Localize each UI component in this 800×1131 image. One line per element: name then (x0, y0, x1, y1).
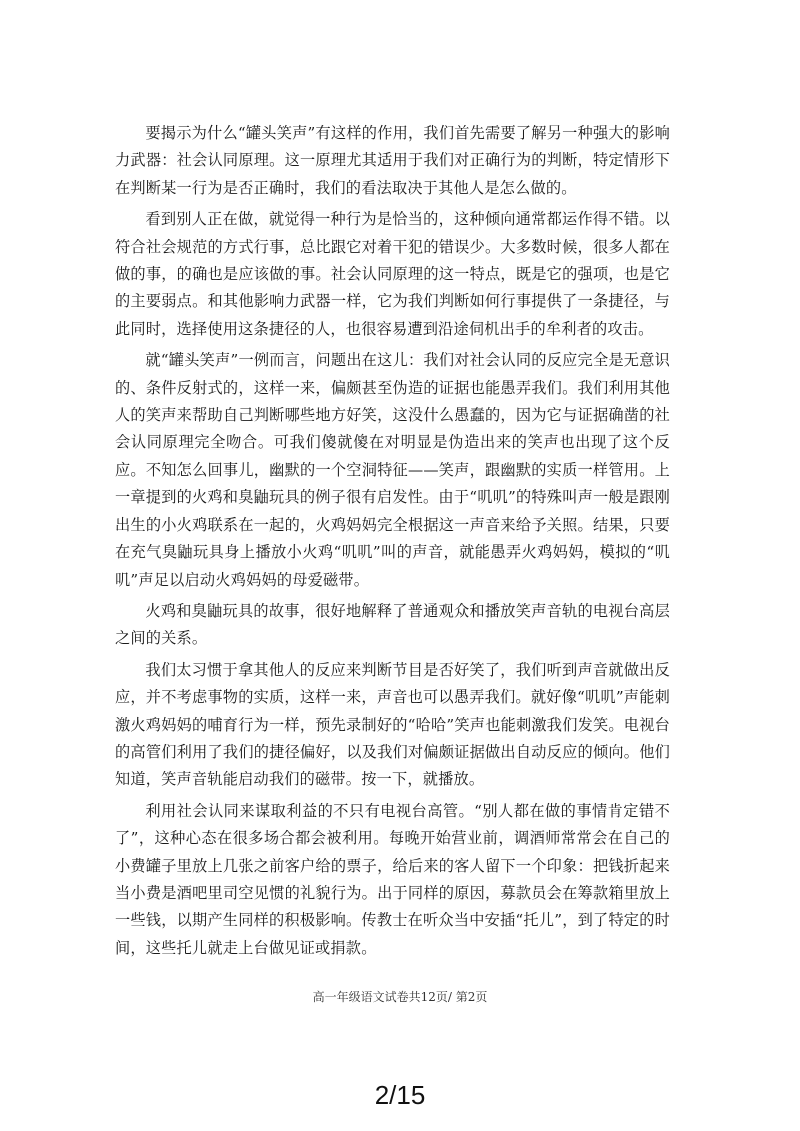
paragraph: 利用社会认同来谋取利益的不只有电视台高管。“别人都在做的事情肯定错不了”，这种心态在很多场合都会被利用。每晚开始营业前，调酒师常常会在自己的小费罐子里放上几张之前客户给的票子，给后来的客人留下一个印象：把钱折起来当小费是酒吧里司空见惯的礼貌行为。出于同样的原因，募款员会在筹款箱里放上一些钱，以期产生同样的积极影响。传教士在听众当中安插“托儿”，到了特定的时间，这些托儿就走上台做见证或捐款。 (115, 801, 670, 957)
article-body (115, 120, 670, 966)
paragraph: 看到别人正在做，就觉得一种行为是恰当的，这种倾向通常都运作得不错。以符合社会规范的方式行事，总比跟它对着干犯的错误少。大多数时候，很多人都在做的事，的确也是应该做的事。社会认同原理的这一特点，既是它的强项，也是它的主要弱点。和其他影响力武器一样，它为我们判断如何行事提供了一条捷径，与此同时，选择使用这条捷径的人，也很容易遭到沿途伺机出手的牟利者的攻击。 (115, 210, 670, 338)
paragraph: 要揭示为什么“罐头笑声”有这样的作用，我们首先需要了解另一种强大的影响力武器：社会认同原理。这一原理尤其适用于我们对正确行为的判断，特定情形下在判断某一行为是否正确时，我们的看法取决于其他人是怎么做的。 (115, 124, 670, 197)
paragraph: 火鸡和臭鼬玩具的故事，很好地解释了普通观众和播放笑声音轨的电视台高层之间的关系。 (115, 601, 670, 648)
page-footer: 高一年级语文试卷共12页/ 第2页 (312, 990, 488, 1004)
paragraph: 就“罐头笑声”一例而言，问题出在这儿：我们对社会认同的反应完全是无意识的、条件反射式的，这样一来，偏颇甚至伪造的证据也能愚弄我们。我们利用其他人的笑声来帮助自己判断哪些地方好笑，这没什么愚蠢的，因为它与证据确凿的社会认同原理完全吻合。可我们傻就傻在对明显是伪造出来的笑声也出现了这个反应。不知怎么回事儿，幽默的一个空洞特征——笑声，跟幽默的实质一样管用。上一章提到的火鸡和臭鼬玩具的例子很有启发性。由于“叽叽”的特殊叫声一般是跟刚出生的小火鸡联系在一起的，火鸡妈妈完全根据这一声音来给予关照。结果，只要在充气臭鼬玩具身上播放小火鸡“叽叽”叫的声音，就能愚弄火鸡妈妈，模拟的“叽叽”声足以启动火鸡妈妈的母爱磁带。 (115, 351, 670, 589)
paragraph: 我们太习惯于拿其他人的反应来判断节目是否好笑了，我们听到声音就做出反应，并不考虑事物的实质，这样一来，声音也可以愚弄我们。就好像“叽叽”声能刺激火鸡妈妈的哺育行为一样，预先录制好的“哈哈”笑声也能刺激我们发笑。电视台的高管们利用了我们的捷径偏好，以及我们对偏颇证据做出自动反应的倾向。他们知道，笑声音轨能启动我们的磁带。按一下，就播放。 (115, 660, 670, 789)
page-indicator: 2/15 (374, 1080, 426, 1110)
